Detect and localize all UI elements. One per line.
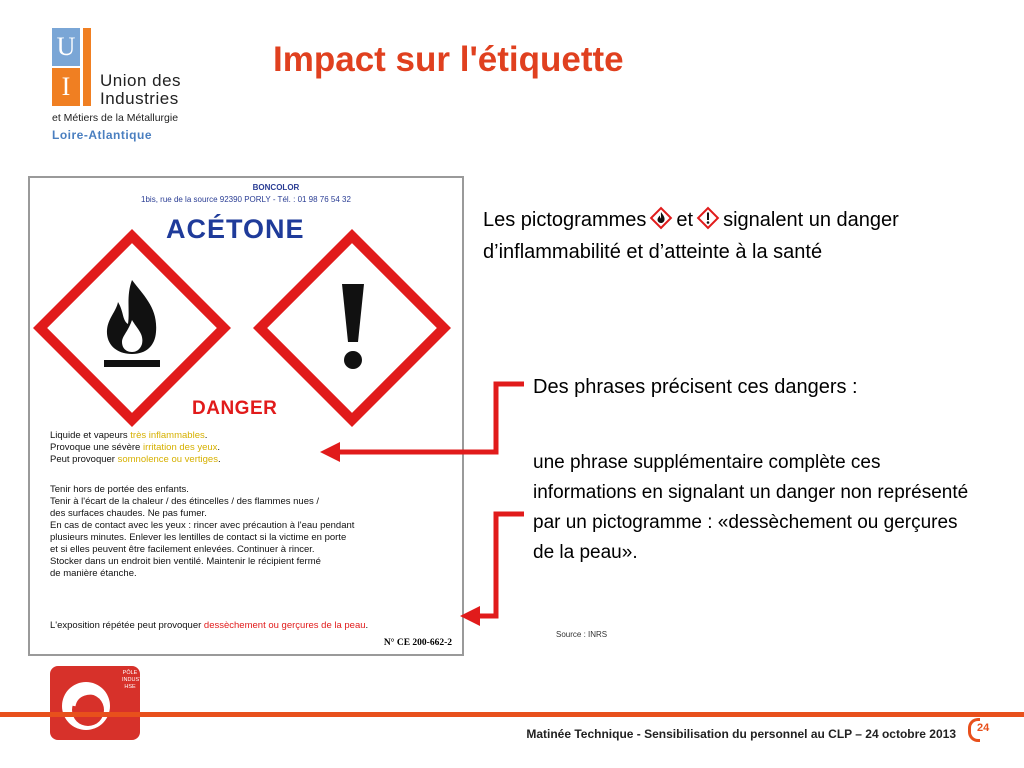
precaution-line: Stocker dans un endroit bien ventilé. Maintenir le récipient fermé <box>50 556 321 567</box>
flame-icon <box>92 274 172 374</box>
hazard-2-end: . <box>217 442 221 453</box>
intro-text <box>483 204 1023 268</box>
source-note: Source : INRS <box>556 630 608 639</box>
intro-join: et <box>676 209 694 231</box>
label-ce-number: N° CE 200-662-2 <box>383 638 452 648</box>
intro-part2: signalent un danger <box>723 209 899 231</box>
hazard-1-text: Liquide et vapeurs <box>50 430 131 441</box>
pole-logo-text <box>122 670 155 691</box>
hazard-1-highlight: très inflammables <box>130 430 205 441</box>
pole-industriel-logo <box>50 666 155 740</box>
pole-line2: INDUSTRIEL HSE <box>122 677 155 690</box>
hazard-3-text: Peut provoquer <box>50 454 118 465</box>
footer-text: Matinée Technique - Sensibilisation du personnel au CLP – 24 octobre 2013 <box>526 727 956 741</box>
euh-end: . <box>365 620 369 631</box>
logo-subtitle: et Métiers de la Métallurgie <box>52 112 179 124</box>
precaution-line: Tenir à l'écart de la chaleur / des étincelles / des flammes nues / <box>50 496 320 507</box>
label-signal-word: DANGER <box>192 398 278 419</box>
flame-icon <box>650 207 672 229</box>
hazard-3-highlight: somnolence ou vertiges <box>117 454 218 465</box>
hazard-3-end: . <box>217 454 221 465</box>
intro-line2: d’inflammabilité et d’atteinte à la santé <box>483 241 823 263</box>
phrases-heading: Des phrases précisent ces dangers : <box>533 376 858 398</box>
logo-letter-i: I <box>52 68 80 106</box>
exclamation-icon <box>338 280 368 372</box>
hazard-2-highlight: irritation des yeux <box>142 442 218 453</box>
uimm-logo <box>52 28 212 148</box>
precaution-line: En cas de contact avec les yeux : rincer avec précaution à l'eau pendant <box>50 520 355 531</box>
label-company: BONCOLOR <box>252 183 300 192</box>
euh-highlight: dessèchement ou gerçures de la peau <box>203 620 366 631</box>
precaution-line: plusieurs minutes. Enlever les lentilles de contact si la victime en porte <box>50 532 347 543</box>
exclamation-icon <box>697 207 719 229</box>
precaution-line: de manière étanche. <box>50 568 137 579</box>
pole-line1: PÔLE <box>122 670 138 676</box>
precaution-line: Tenir hors de portée des enfants. <box>50 484 189 495</box>
logo-region: Loire-Atlantique <box>52 128 152 142</box>
euh-text: L'exposition répétée peut provoquer <box>50 620 204 631</box>
page-number: 24 <box>977 722 990 734</box>
slide-title: Impact sur l'étiquette <box>273 40 624 79</box>
footer-divider <box>0 712 1024 717</box>
logo-bar <box>83 28 91 106</box>
intro-line1 <box>483 204 1023 236</box>
logo-letter-u: U <box>52 28 80 66</box>
logo-name-line1: Union des <box>100 71 182 90</box>
hazard-1-end: . <box>204 430 208 441</box>
label-product-name: ACÉTONE <box>166 214 305 244</box>
precaution-line: et si elles peuvent être facilement enlevées. Continuer à rincer. <box>50 544 315 555</box>
logo-name-line2: Industries <box>100 89 179 108</box>
logo-name <box>100 72 181 108</box>
precaution-line: des surfaces chaudes. Ne pas fumer. <box>50 508 207 519</box>
logo-mark <box>52 28 92 108</box>
hazard-2-text: Provoque une sévère <box>50 442 143 453</box>
label-address: 1bis, rue de la source 92390 PORLY - Tél. : 01 98 76 54 32 <box>141 195 351 204</box>
arrow-icon <box>300 372 536 632</box>
phrases-body: une phrase supplémentaire complète ces informations en signalant un danger non représenté par un pictogramme : «dessèchement ou gerçures de la peau». <box>533 452 969 563</box>
intro-part1: Les pictogrammes <box>483 209 647 231</box>
